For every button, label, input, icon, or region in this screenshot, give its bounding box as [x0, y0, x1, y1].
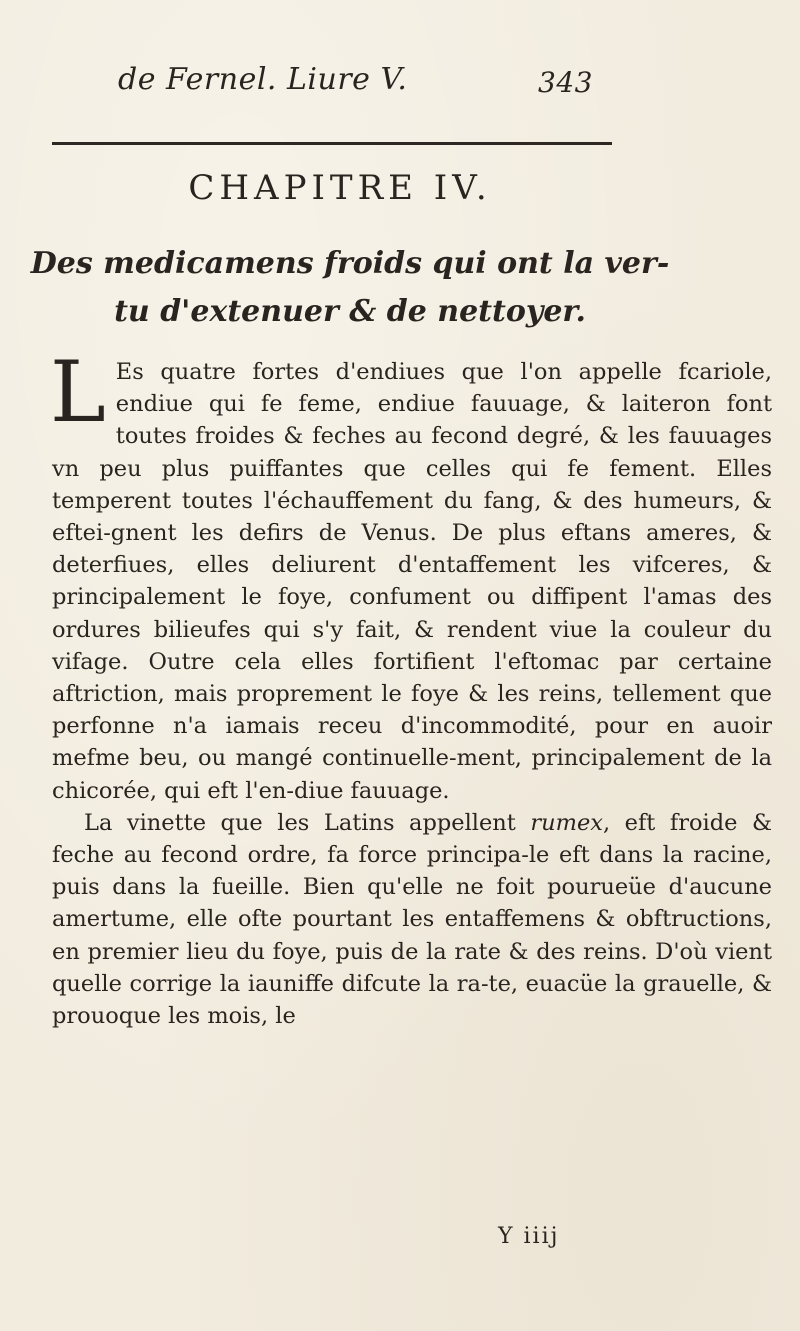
signature-mark: Y iiij — [498, 1224, 560, 1249]
paragraph-1 — [50, 343, 772, 807]
chapter-subtitle — [0, 240, 700, 336]
chapter-title: CHAPITRE IV. — [188, 168, 492, 208]
running-head — [118, 62, 618, 102]
body-text — [50, 343, 772, 1032]
running-head-title: de Fernel. Liure V. — [118, 62, 408, 97]
drop-cap: L — [50, 343, 106, 441]
paragraph-2 — [52, 807, 772, 1032]
page-number: 343 — [538, 66, 593, 99]
header-rule — [52, 142, 612, 145]
paragraph-2-text-before: La vinette que les Latins appellent — [84, 809, 531, 836]
subtitle-line-1: Des medicamens froids qui ont la ver- — [30, 246, 670, 281]
paragraph-2-text-after: , eft froide & feche au fecond ordre, fa force principa-le eft dans la racine, puis dans la fueille. Bien qu'elle ne foit pourueüe d'aucune amertume, elle ofte pourtant les entaffemens & obftructions, en premier lieu du foye, puis de la rate & des reins. D'où vient quelle corrige la iauniffe difcute la ra-te, euacüe la grauelle, & prouoque les mois, le — [52, 809, 772, 1030]
paragraph-1-text: Es quatre fortes d'endiues que l'on appelle fcariole, endiue qui fe feme, endiue fauuage, & laiteron font toutes froides & feches au fecond degré, & les fauuages vn peu plus puiffantes que celles qui fe fement. Elles temperent toutes l'échauffement du fang, & des humeurs, & eftei-gnent les defirs de Venus. De plus eftans ameres, & deterfiues, elles deliurent d'entaffement les vifceres, & principalement le foye, confument ou diffipent l'amas des ordures bilieufes qui s'y fait, & rendent viue la couleur du vifage. Outre cela elles fortifient l'eftomac par certaine aftriction, mais proprement le foye & les reins, tellement que perfonne n'a iamais receu d'incommodité, pour en auoir mefme beu, ou mangé continuelle-ment, principalement de la chicorée, qui eft l'en-diue fauuage. — [52, 359, 772, 804]
paragraph-2-italic-term: rumex — [530, 809, 603, 836]
subtitle-line-2: tu d'extenuer & de nettoyer. — [114, 294, 586, 329]
